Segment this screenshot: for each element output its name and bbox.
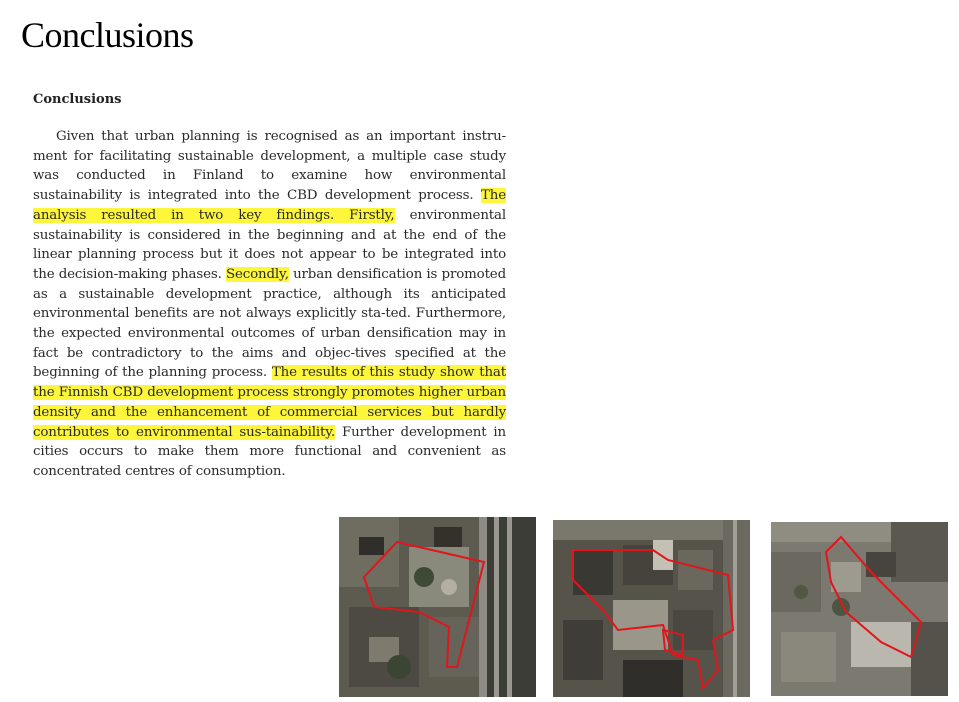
aerial-photo-3	[771, 522, 948, 696]
slide-title: Conclusions	[21, 15, 194, 55]
text-segment: Given that urban planning is recognised as an important instru-ment for facilitating sustainable development, a multiple case study was conducted in Finland to examine how environmental sustainability is integrated into the CBD development process.	[33, 129, 506, 204]
article-excerpt	[33, 92, 506, 482]
text-segment: Further development in cities occurs to make them more functional and convenient as concentrated centres of consumption.	[33, 424, 507, 479]
aerial-photo-2	[553, 520, 750, 697]
aerial-photo-1	[339, 517, 536, 697]
text-segment: urban densification is promoted as a sustainable development practice, although its anticipated environmental benefits are not always explicitly sta-ted. Furthermore, the expected environmental outcomes of urban densification may in fact be contradictory to the aims and objec-tives specified at the beginning of the planning process.	[33, 266, 506, 381]
highlighted-results: The results of this study show that the Finnish CBD development process strongly promotes higher urban density and the enhancement of commercial services but hardly contributes to environmental sus-tainability.	[33, 365, 506, 440]
text-segment: environmental sustainability is considered in the beginning and at the end of the linear planning process but it does not appear to be integrated into the decision-making phases.	[33, 207, 506, 282]
excerpt-paragraph	[33, 127, 506, 482]
excerpt-heading: Conclusions	[33, 92, 122, 107]
highlighted-secondly: Secondly,	[225, 266, 289, 282]
highlighted-finding-intro: The analysis resulted in two key findings. Firstly,	[33, 188, 506, 223]
